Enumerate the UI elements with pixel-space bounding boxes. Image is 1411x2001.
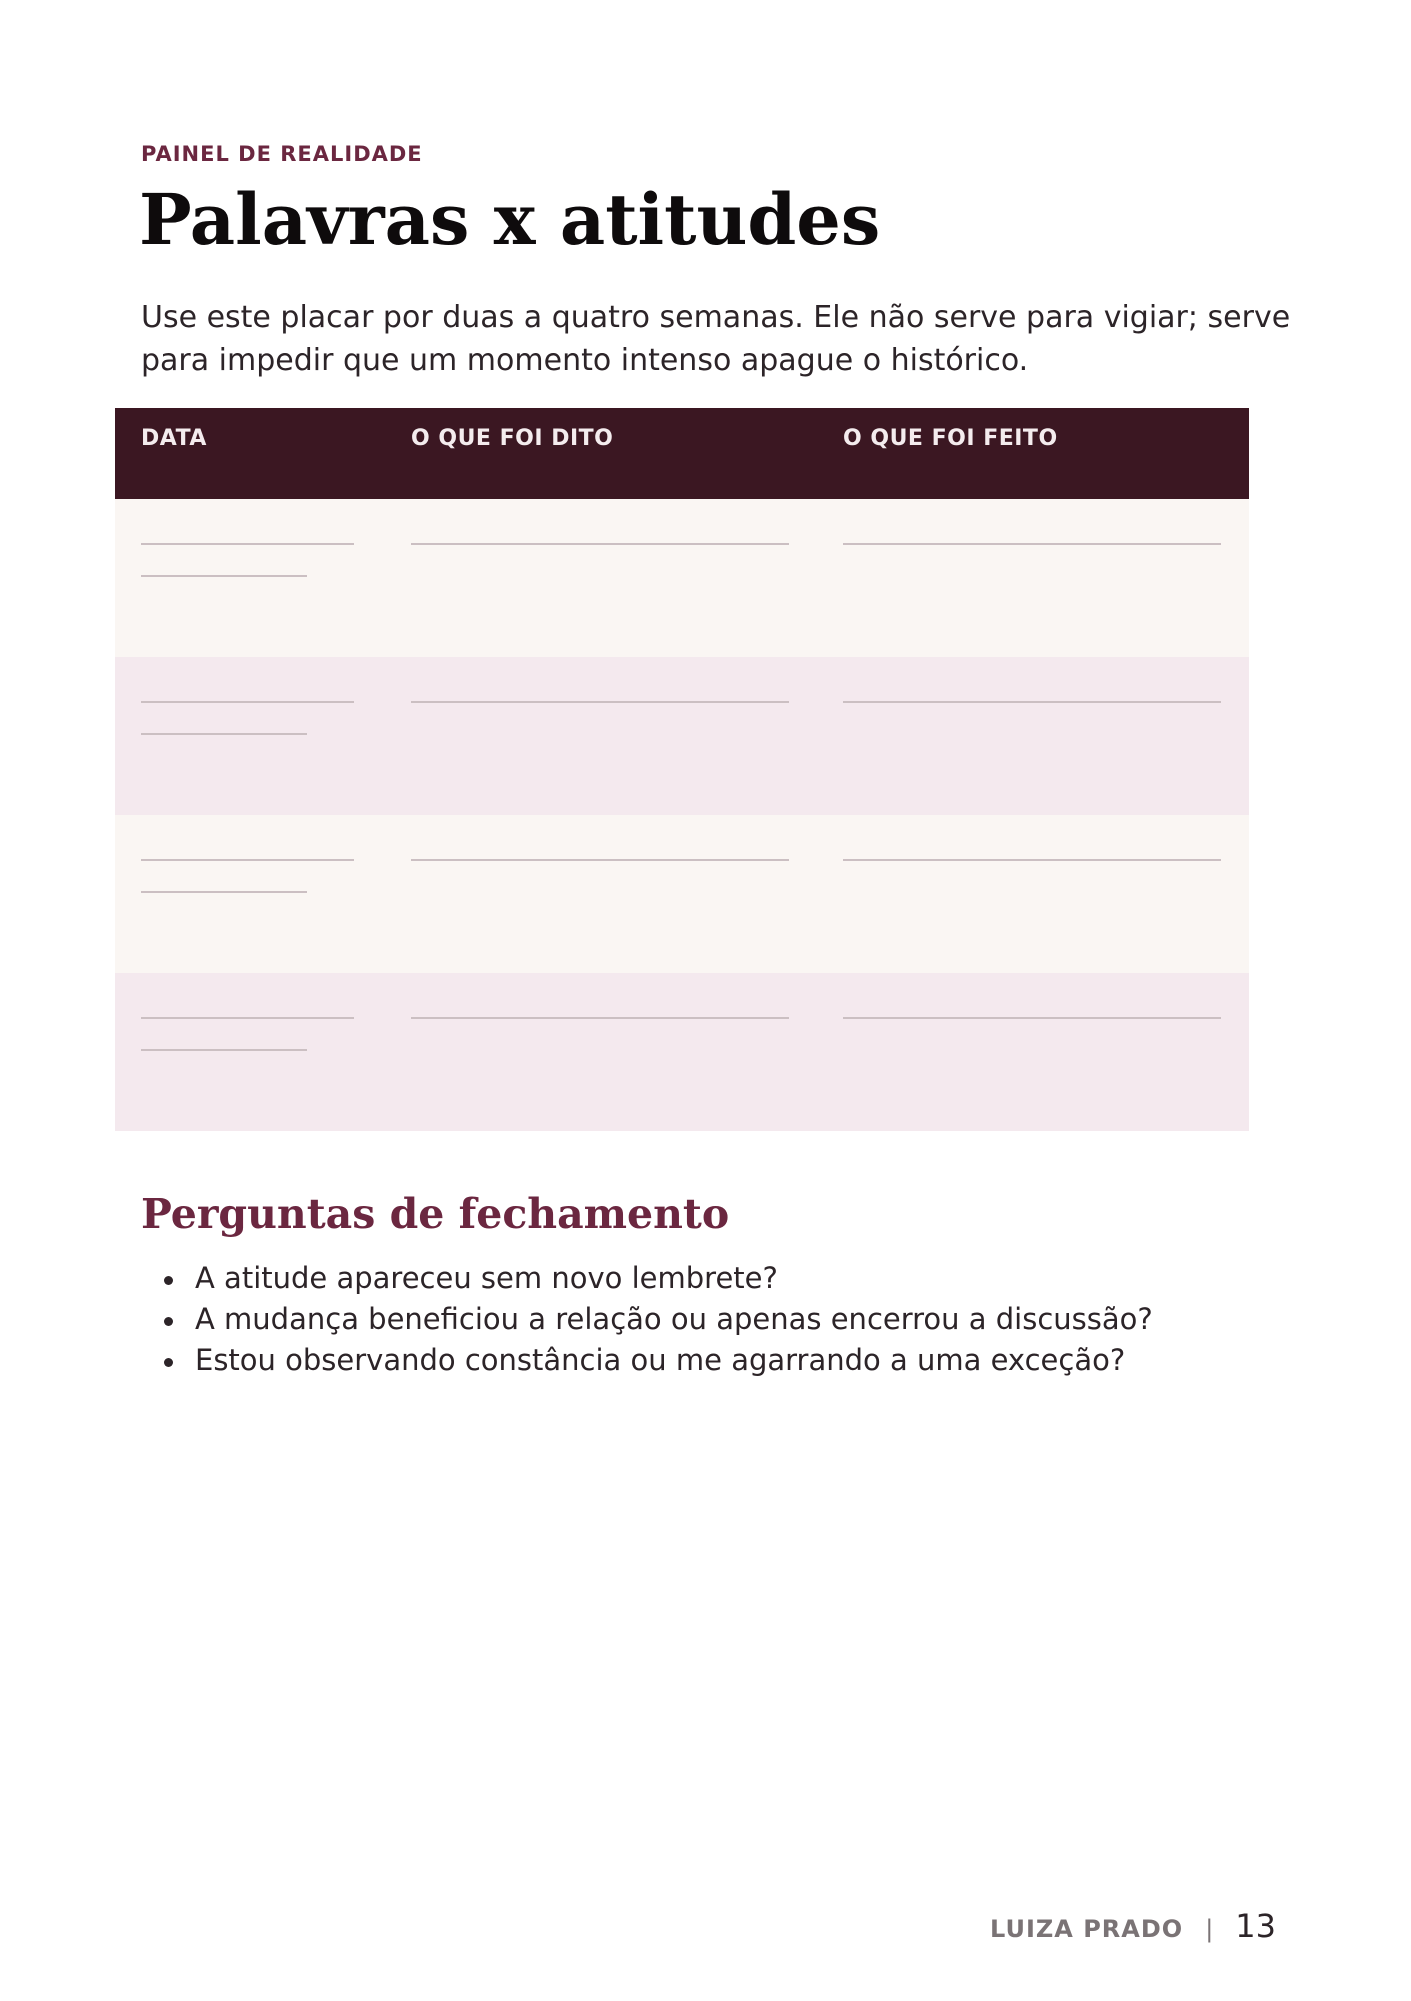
- said-write-line[interactable]: [411, 1017, 789, 1019]
- page-number: 13: [1235, 1907, 1276, 1945]
- date-write-line-short[interactable]: [141, 1049, 307, 1051]
- done-write-line[interactable]: [843, 1017, 1221, 1019]
- date-write-line[interactable]: [141, 543, 354, 545]
- list-item: Estou observando constância ou me agarrando a uma exceção?: [141, 1340, 1153, 1381]
- done-write-line[interactable]: [843, 859, 1221, 861]
- done-write-line[interactable]: [843, 543, 1221, 545]
- column-header-feito: O QUE FOI FEITO: [843, 426, 1058, 451]
- footer-separator: |: [1205, 1915, 1214, 1943]
- eyebrow-label: PAINEL DE REALIDADE: [141, 142, 423, 166]
- closing-questions-list: [141, 1258, 1153, 1381]
- intro-text: Use este placar por duas a quatro semanas. Ele não serve para vigiar; serve para impedir que um momento intenso apague o histórico.: [141, 300, 1291, 378]
- table-header: [115, 408, 1249, 499]
- column-header-dito: O QUE FOI DITO: [411, 426, 614, 451]
- closing-section-title: Perguntas de fechamento: [141, 1190, 730, 1238]
- footer-author: LUIZA PRADO: [990, 1915, 1184, 1943]
- said-write-line[interactable]: [411, 543, 789, 545]
- list-item: A mudança beneficiou a relação ou apenas encerrou a discussão?: [141, 1299, 1153, 1340]
- table-row: [115, 973, 1249, 1131]
- date-write-line-short[interactable]: [141, 733, 307, 735]
- date-write-line[interactable]: [141, 701, 354, 703]
- page-footer: [990, 1907, 1276, 1945]
- table-row: [115, 657, 1249, 815]
- page-title: Palavras x atitudes: [139, 178, 881, 261]
- date-write-line-short[interactable]: [141, 891, 307, 893]
- table-row: [115, 499, 1249, 657]
- said-write-line[interactable]: [411, 859, 789, 861]
- date-write-line[interactable]: [141, 1017, 354, 1019]
- done-write-line[interactable]: [843, 701, 1221, 703]
- reality-table: [115, 408, 1249, 1131]
- said-write-line[interactable]: [411, 701, 789, 703]
- date-write-line[interactable]: [141, 859, 354, 861]
- list-item: A atitude apareceu sem novo lembrete?: [141, 1258, 1153, 1299]
- column-header-data: DATA: [141, 426, 207, 451]
- date-write-line-short[interactable]: [141, 575, 307, 577]
- table-row: [115, 815, 1249, 973]
